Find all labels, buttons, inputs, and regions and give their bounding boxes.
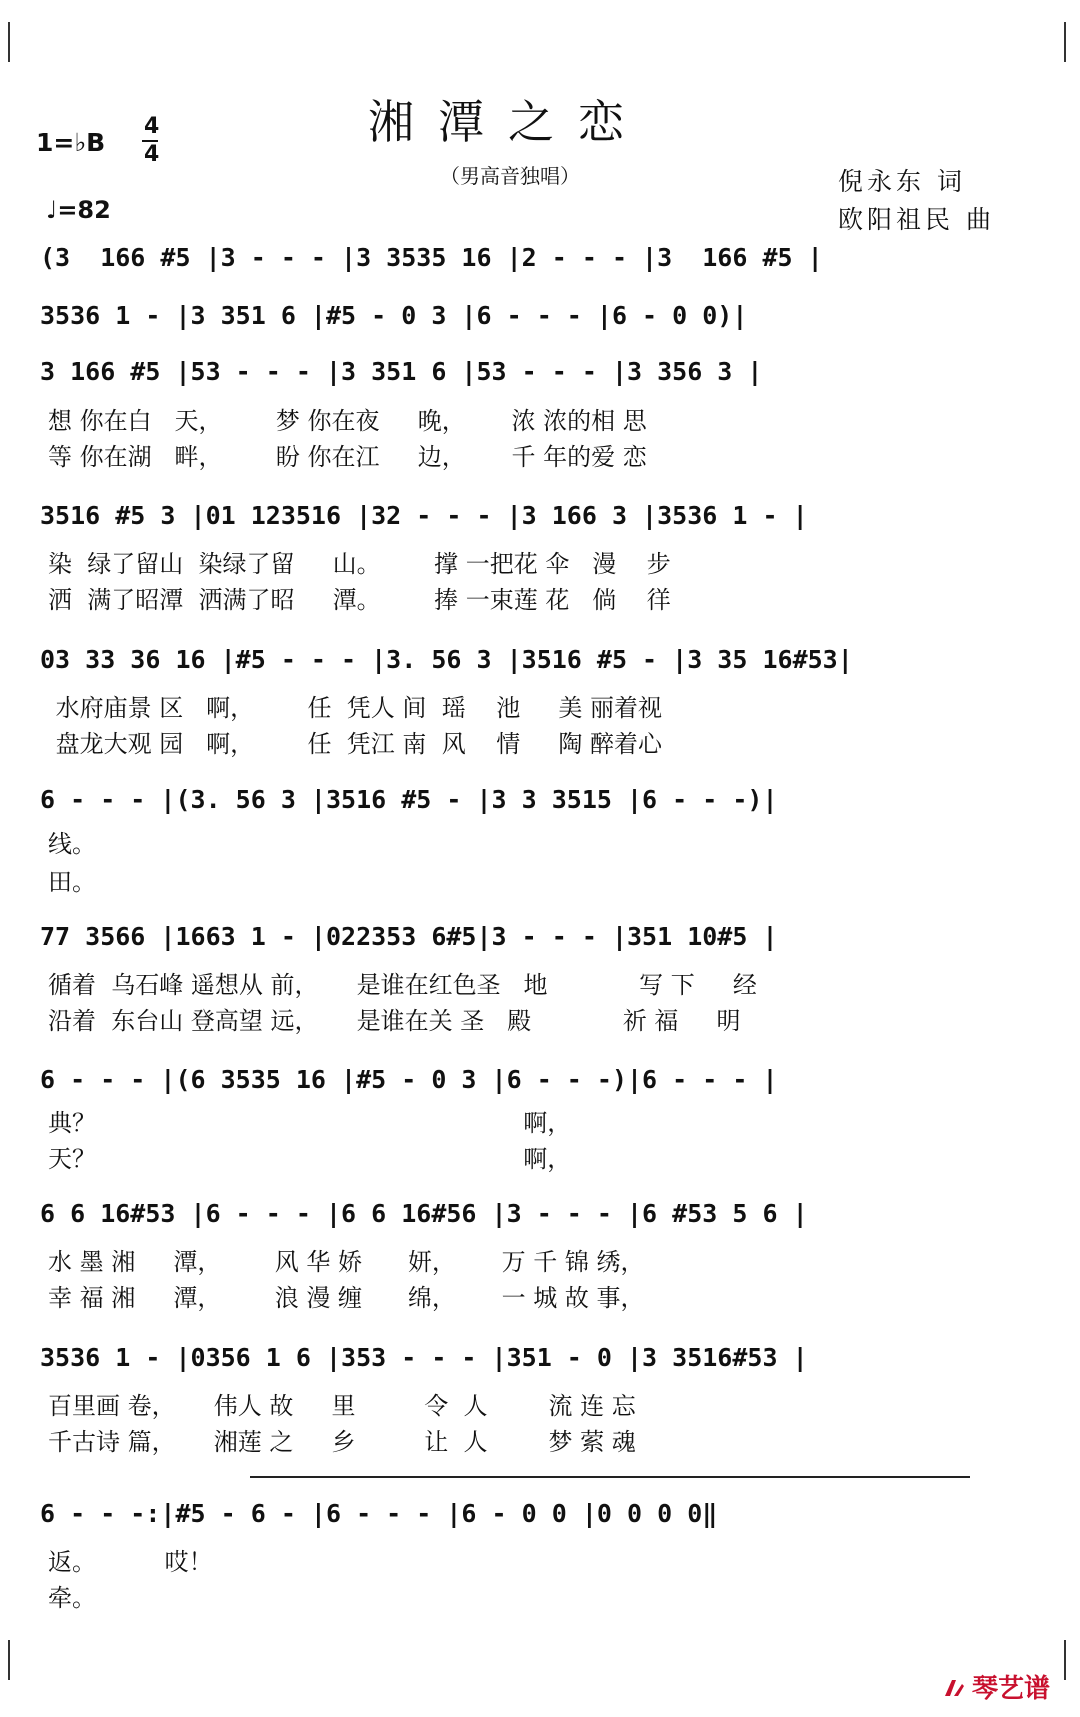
lyric-line: 等 你在湖 畔， 盼 你在江 边， 千 年的爱 恋: [48, 443, 647, 471]
lyric-line: 洒 满了昭潭 洒满了昭 潭。 捧 一束莲 花 倘 徉: [48, 586, 671, 614]
crop-mark: [8, 1640, 10, 1680]
crop-mark: [8, 22, 10, 62]
lyric-line: 典？ 啊，: [48, 1109, 572, 1137]
score-row: 6 - - - |(3. 56 3 |3516 #5 - |3 3 3515 |6 - - -)|: [40, 785, 778, 814]
score-row: 3 166 #5 |53 - - - |3 351 6 |53 - - - |3 356 3 |: [40, 357, 763, 386]
lyric-line: 千古诗 篇， 湘莲 之 乡 让 人 梦 萦 魂: [48, 1428, 636, 1456]
key-signature: 1=♭B: [36, 128, 106, 157]
score-row: 03 33 36 16 |#5 - - - |3. 56 3 |3516 #5 - |3 35 16#53|: [40, 645, 853, 674]
lyric-line: 百里画 卷， 伟人 故 里 令 人 流 连 忘: [48, 1392, 636, 1420]
composer-credit: 欧阳祖民 曲: [838, 205, 995, 234]
volta-bracket: [250, 1476, 970, 1478]
piano-logo-icon: [942, 1676, 966, 1700]
time-signature-top: 4: [144, 114, 160, 139]
lyric-line: 返。 哎！: [48, 1548, 213, 1576]
lyricist-credit: 倪永东 词: [838, 167, 966, 196]
score-row: 3516 #5 3 |01 123516 |32 - - - |3 166 3 |3536 1 - |: [40, 501, 808, 530]
lyric-line: 盘龙大观 园 啊， 任 凭江 南 风 情 陶 醉着心: [48, 730, 662, 758]
watermark-text: 琴艺谱: [972, 1674, 1051, 1704]
lyric-line: 循着 乌石峰 遥想从 前， 是谁在红色圣 地 写 下 经: [48, 971, 757, 999]
score-row: 77 3566 |1663 1 - |022353 6#5|3 - - - |351 10#5 |: [40, 922, 778, 951]
lyric-line: 天？ 啊，: [48, 1145, 572, 1173]
song-title: 湘潭之恋: [368, 95, 648, 149]
crop-mark: [1064, 1640, 1066, 1680]
score-row: 3536 1 - |0356 1 6 |353 - - - |351 - 0 |3 3516#53 |: [40, 1343, 808, 1372]
song-subtitle: （男高音独唱）: [440, 164, 580, 188]
lyric-line: 沿着 东台山 登高望 远， 是谁在关 圣 殿 祈 福 明: [48, 1007, 741, 1035]
tempo-marking: ♩=82: [46, 196, 111, 224]
score-row: 6 6 16#53 |6 - - - |6 6 16#56 |3 - - - |6 #53 5 6 |: [40, 1199, 808, 1228]
lyric-line: 田。: [48, 868, 96, 896]
score-row: 3536 1 - |3 351 6 |#5 - 0 3 |6 - - - |6 - 0 0)|: [40, 301, 748, 330]
score-row: 6 - - - |(6 3535 16 |#5 - 0 3 |6 - - -)|6 - - - |: [40, 1065, 778, 1094]
lyric-line: 幸 福 湘 潭， 浪 漫 缠 绵， 一 城 故 事，: [48, 1284, 645, 1312]
time-signature-bottom: 4: [144, 142, 160, 167]
lyric-line: 线。: [48, 830, 96, 858]
site-watermark: [942, 1668, 1050, 1705]
lyric-line: 水府庙景 区 啊， 任 凭人 间 瑶 池 美 丽着视: [48, 694, 662, 722]
lyric-line: 水 墨 湘 潭， 风 华 娇 妍， 万 千 锦 绣，: [48, 1248, 645, 1276]
score-row: (3 166 #5 |3 - - - |3 3535 16 |2 - - - |3 166 #5 |: [40, 243, 823, 272]
crop-mark: [1064, 22, 1066, 62]
lyric-line: 牵。: [48, 1584, 96, 1612]
lyric-line: 染 绿了留山 染绿了留 山。 撑 一把花 伞 漫 步: [48, 550, 671, 578]
lyric-line: 想 你在白 天， 梦 你在夜 晚， 浓 浓的相 思: [48, 407, 647, 435]
score-row: 6 - - -:|#5 - 6 - |6 - - - |6 - 0 0 |0 0 0 0‖: [40, 1499, 718, 1528]
